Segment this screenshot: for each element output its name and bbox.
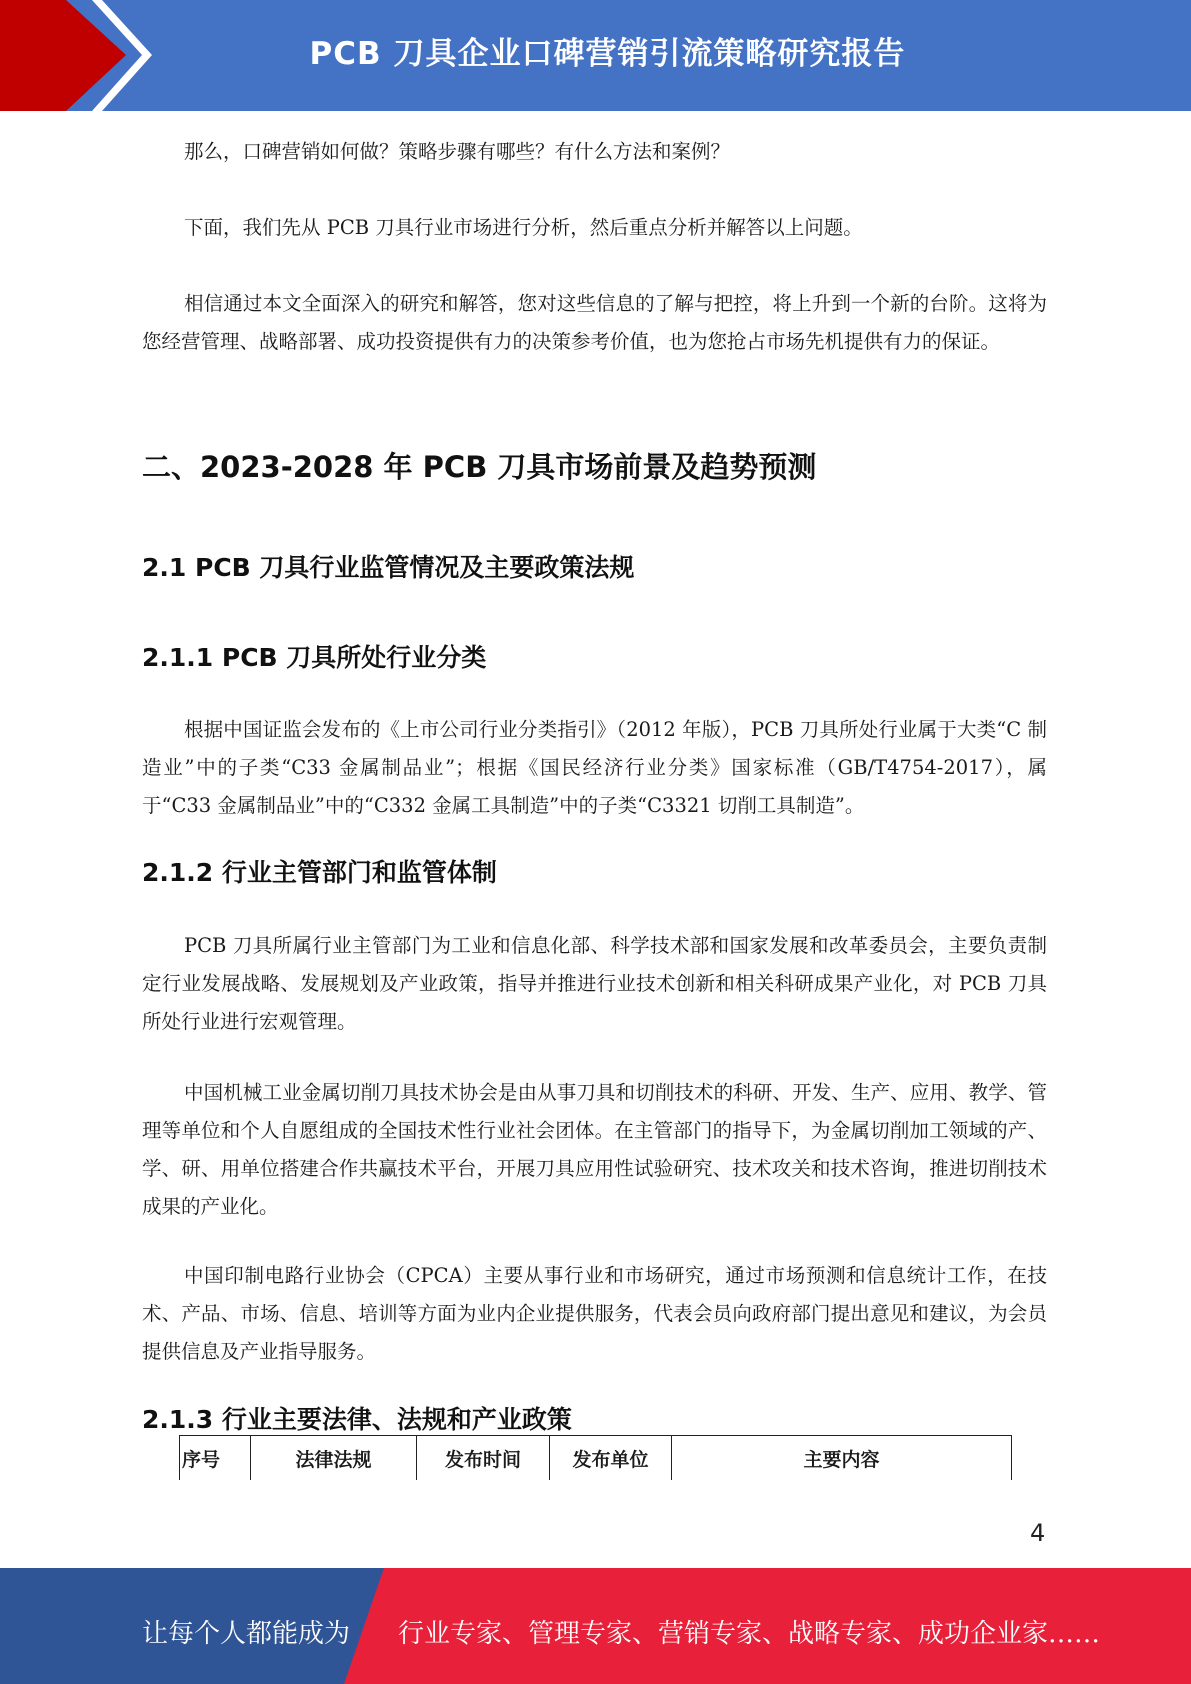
section-heading-2-1: 2.1 PCB 刀具行业监管情况及主要政策法规 [142,553,635,582]
table-header-content: 主要内容 [672,1436,1012,1481]
paragraph-cpca: 中国印制电路行业协会（CPCA）主要从事行业和市场研究，通过市场预测和信息统计工作，在技术、产品、市场、信息、培训等方面为业内企业提供服务，代表会员向政府部门提出意见和建议，为会员提供信息及产业指导服务。 [142,1264,1047,1363]
footer-slogan-right: 行业专家、管理专家、营销专家、战略专家、成功企业家…… [398,1619,1101,1649]
table-header-index: 序号 [180,1436,251,1481]
law-regulation-table [179,1435,1012,1480]
subsection-heading-2-1-1: 2.1.1 PCB 刀具所处行业分类 [142,643,487,672]
chapter-heading: 二、2023-2028 年 PCB 刀具市场前景及趋势预测 [142,450,817,484]
footer-slogan-left: 让每个人都能成为 [142,1619,351,1649]
table-header-publisher: 发布单位 [550,1436,672,1481]
page-number: 4 [1030,1519,1046,1547]
table-header-law: 法律法规 [251,1436,417,1481]
report-title: PCB 刀具企业口碑营销引流策略研究报告 [309,36,906,72]
paragraph-cutting-tool-association: 中国机械工业金属切削刀具技术协会是由从事刀具和切削技术的科研、开发、生产、应用、教学、管理等单位和个人自愿组成的全国技术性行业社会团体。在主管部门的指导下，为金属切削加工领域的产、学、研、用单位搭建合作共赢技术平台，开展刀具应用性试验研究、技术攻关和技术咨询，推进切削技术成果的产业化。 [142,1081,1047,1218]
table-header-row [180,1436,1012,1481]
page-footer [0,1568,1191,1684]
paragraph-industry-classification: 根据中国证监会发布的《上市公司行业分类指引》（2012 年版），PCB 刀具所处行业属于大类“C 制造业”中的子类“C33 金属制品业”；根据《国民经济行业分类》国家标准（GB/T4754-2017），属于“C33 金属制品业”中的“C332 金属工具制造”中的子类“C3321 切削工具制造”。 [142,718,1047,817]
paragraph-regulator: PCB 刀具所属行业主管部门为工业和信息化部、科学技术部和国家发展和改革委员会，主要负责制定行业发展战略、发展规划及产业政策，指导并推进行业技术创新和相关科研成果产业化，对 PCB 刀具所处行业进行宏观管理。 [142,934,1047,1033]
subsection-heading-2-1-3: 2.1.3 行业主要法律、法规和产业政策 [142,1405,572,1434]
subsection-heading-2-1-2: 2.1.2 行业主管部门和监管体制 [142,858,497,887]
paragraph-intro-value: 相信通过本文全面深入的研究和解答，您对这些信息的了解与把控，将上升到一个新的台阶。这将为您经营管理、战略部署、成功投资提供有力的决策参考价值，也为您抢占市场先机提供有力的保证。 [142,292,1047,353]
table-header-date: 发布时间 [417,1436,550,1481]
paragraph-intro-plan: 下面，我们先从 PCB 刀具行业市场进行分析，然后重点分析并解答以上问题。 [184,216,863,239]
paragraph-intro-question: 那么，口碑营销如何做？策略步骤有哪些？有什么方法和案例？ [184,140,731,163]
page-header [0,0,1191,111]
